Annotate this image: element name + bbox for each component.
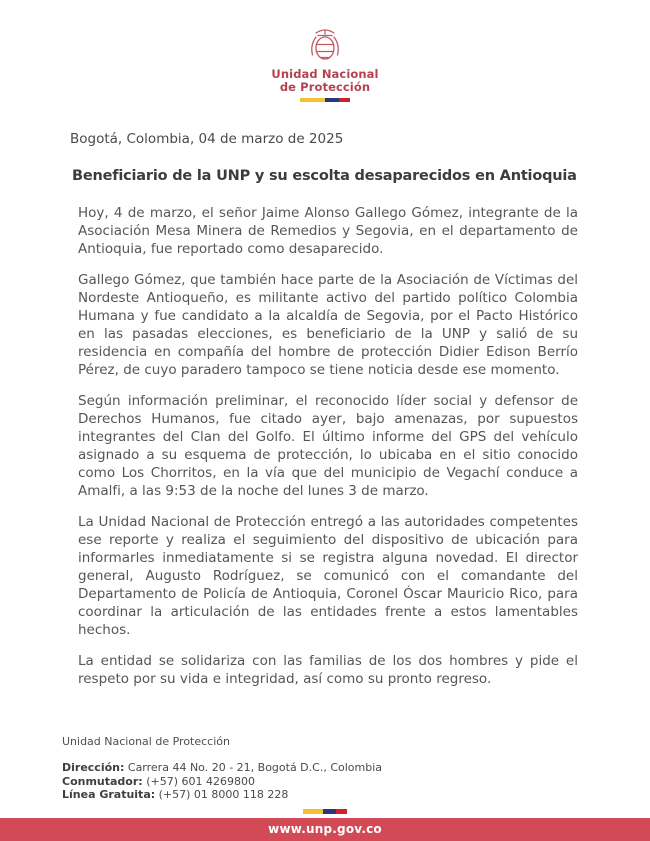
date-line: Bogotá, Colombia, 04 de marzo de 2025 xyxy=(70,131,344,147)
footer-org-name: Unidad Nacional de Protección xyxy=(62,735,230,748)
unp-logo xyxy=(0,0,650,102)
website-link[interactable]: www.unp.gov.co xyxy=(268,822,382,836)
flag-yellow-stripe xyxy=(300,98,325,102)
contact-switchboard-line xyxy=(62,775,382,789)
footer-website-bar xyxy=(0,818,650,841)
paragraph-4: La Unidad Nacional de Protección entregó a las autoridades competentes ese reporte y realiza el seguimiento del dispositivo de ubicación para informarles inmediatamente si se registra alguna novedad. El director general, Augusto Rodríguez, se comunicó con el comandante del Departamento de Policía de Antioquia, Coronel Óscar Mauricio Rico, para coordinar la articulación de las entidades frente a estos lamentables hechos. xyxy=(78,514,578,638)
flag-red-stripe xyxy=(336,809,347,814)
footer-colombia-flag-bar-icon xyxy=(303,809,347,814)
paragraph-1: Hoy, 4 de marzo, el señor Jaime Alonso Gallego Gómez, integrante de la Asociación Mesa Minera de Remedios y Segovia, en el departamento de Antioquia, fue reportado como desaparecido. xyxy=(78,205,578,257)
contact-address-label: Dirección: xyxy=(62,761,125,774)
contact-switchboard-label: Conmutador: xyxy=(62,774,143,788)
article-body xyxy=(78,204,578,688)
logo-wordmark-line2: de Protección xyxy=(279,80,371,94)
footer-contact-block xyxy=(62,761,382,802)
paragraph-5: La entidad se solidariza con las familias de los dos hombres y pide el respeto por su vida e integridad, así como su pronto regreso. xyxy=(78,653,578,687)
logo-wordmark-line1: Unidad Nacional xyxy=(271,67,379,81)
flag-yellow-stripe xyxy=(303,809,323,814)
paragraph-3: Según información preliminar, el reconocido líder social y defensor de Derechos Humanos, fue citado ayer, bajo amenazas, por supuestos integrantes del Clan del Golfo. El último informe del GPS del vehículo asignado a su esquema de protección, lo ubicaba en el sitio conocido como Los Chorritos, en la vía que del municipio de Vegachí conduce a Amalfi, a las 9:53 de la noche del lunes 3 de marzo. xyxy=(78,393,578,499)
contact-switchboard-value: (+57) 601 4269800 xyxy=(142,774,255,788)
headline: Beneficiario de la UNP y su escolta desaparecidos en Antioquia xyxy=(72,168,577,184)
paragraph-2: Gallego Gómez, que también hace parte de la Asociación de Víctimas del Nordeste Antioqueño, es militante activo del partido político Colombia Humana y fue candidato a la alcaldía de Segovia, por el Pacto Histórico en las pasadas elecciones, es beneficiario de la UNP y salió de su residencia en compañía del hombre de protección Didier Edison Berrío Pérez, de cuyo paradero tampoco se tiene noticia desde ese momento. xyxy=(78,272,578,378)
contact-address-line xyxy=(62,761,382,775)
colombia-flag-bar-icon xyxy=(300,98,350,102)
contact-tollfree-line xyxy=(62,788,382,802)
contact-tollfree-label: Línea Gratuita: xyxy=(62,788,156,801)
logo-wordmark xyxy=(0,68,650,94)
contact-address-value: Carrera 44 No. 20 - 21, Bogotá D.C., Colombia xyxy=(124,761,383,774)
flag-red-stripe xyxy=(339,98,350,102)
contact-tollfree-value: (+57) 01 8000 118 228 xyxy=(155,788,289,801)
coat-of-arms-icon xyxy=(305,26,345,66)
flag-blue-stripe xyxy=(323,809,336,814)
flag-blue-stripe xyxy=(325,98,339,102)
